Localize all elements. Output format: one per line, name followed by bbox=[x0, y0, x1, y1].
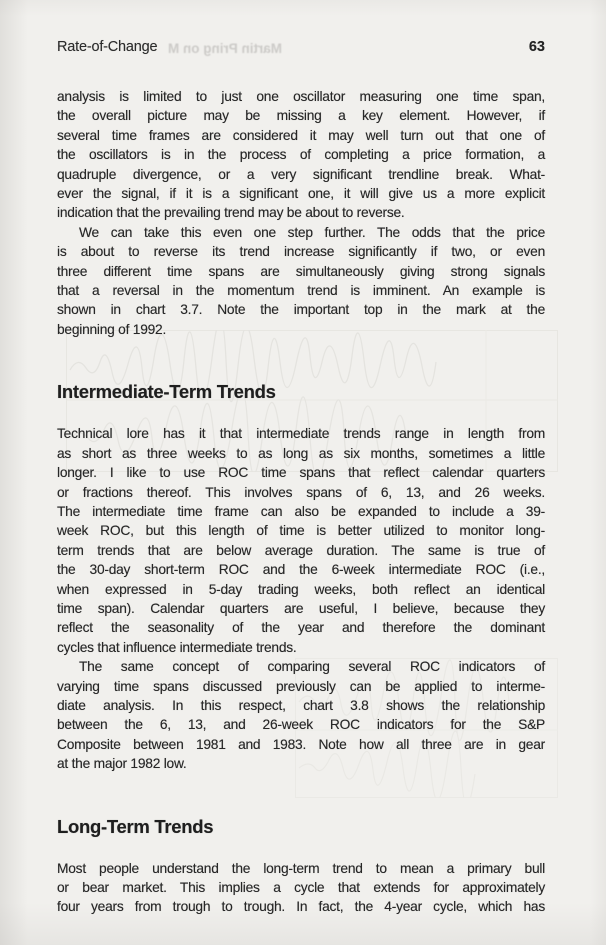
running-header bbox=[57, 39, 545, 59]
text-line: three different time spans are simultaneously giving strong signals bbox=[57, 263, 545, 279]
text-line: beginning of 1992. bbox=[57, 321, 167, 337]
text-line: The same concept of comparing several ROC indicators of bbox=[79, 659, 545, 675]
text-line: shown in chart 3.7. Note the important top in the mark at the bbox=[57, 302, 545, 318]
section-heading: Long-Term Trends bbox=[57, 815, 214, 837]
text-line: longer. I like to use ROC time spans that reflect calendar quarters bbox=[57, 465, 545, 481]
text-line: Technical lore has it that intermediate trends range in length from bbox=[57, 426, 545, 442]
paragraph bbox=[57, 859, 545, 917]
text-line: or fractions thereof. This involves spans of 6, 13, and 26 weeks. bbox=[57, 484, 545, 500]
section-heading: Intermediate-Term Trends bbox=[57, 381, 276, 403]
text-line: indication that the prevailing trend may be about to reverse. bbox=[57, 205, 405, 221]
text-line: the oscillators is in the process of completing a price formation, a bbox=[57, 147, 545, 163]
paragraph bbox=[57, 223, 545, 339]
text-line: term trends that are below average duration. The same is true of bbox=[57, 542, 545, 558]
paragraph bbox=[57, 87, 545, 223]
running-header-title: Rate-of-Change bbox=[57, 39, 158, 55]
text-line: diate analysis. In this respect, chart 3.8 shows the relationship bbox=[57, 697, 545, 713]
text-line: cycles that influence intermediate trends. bbox=[57, 639, 297, 655]
text-line: The intermediate time frame can also be expanded to include a 39- bbox=[57, 503, 545, 519]
text-line: time span). Calendar quarters are useful, I believe, because they bbox=[57, 600, 545, 616]
text-line: analysis is limited to just one oscillator measuring one time span, bbox=[57, 89, 545, 104]
text-line: between the 6, 13, and 26-week ROC indicators for the S&P bbox=[57, 717, 545, 733]
text-line: is about to reverse its trend increase significantly if two, or even bbox=[57, 244, 545, 260]
text-line: four years from trough to trough. In fact, the 4-year cycle, which has bbox=[57, 899, 545, 915]
page-number: 63 bbox=[528, 39, 545, 55]
page-body bbox=[57, 87, 545, 917]
text-line: several time frames are considered it may well turn out that one of bbox=[57, 127, 545, 143]
text-line: week ROC, but this length of time is better utilized to monitor long- bbox=[57, 523, 545, 539]
text-line: that a reversal in the momentum trend is imminent. An example is bbox=[57, 283, 545, 299]
text-line: We can take this even one step further. The odds that the price bbox=[79, 224, 545, 240]
text-line: at the major 1982 low. bbox=[57, 756, 187, 772]
bleedthrough-header-text: Martin Pring on M bbox=[168, 41, 282, 56]
text-line: Most people understand the long-term trend to mean a primary bull bbox=[57, 860, 545, 876]
text-line: the 30-day short-term ROC and the 6-week intermediate ROC (i.e., bbox=[57, 562, 545, 578]
text-line: ever the signal, if it is a significant one, it will give us a more explicit bbox=[57, 186, 545, 202]
paragraph bbox=[57, 657, 545, 773]
paragraph bbox=[57, 424, 545, 657]
text-line: when expressed in 5-day trading weeks, both reflect an identical bbox=[57, 581, 545, 597]
text-line: quadruple divergence, or a very significant trendline break. What- bbox=[57, 166, 545, 182]
text-line: Composite between 1981 and 1983. Note how all three are in gear bbox=[57, 736, 545, 752]
text-line: or bear market. This implies a cycle that extends for approximately bbox=[57, 880, 545, 895]
text-line: the overall picture may be missing a key element. However, if bbox=[57, 108, 545, 124]
text-line: varying time spans discussed previously can be applied to interme- bbox=[57, 678, 545, 694]
text-line: reflect the seasonality of the year and therefore the dominant bbox=[57, 620, 545, 636]
text-line: as short as three weeks to as long as six months, sometimes a little bbox=[57, 445, 545, 461]
